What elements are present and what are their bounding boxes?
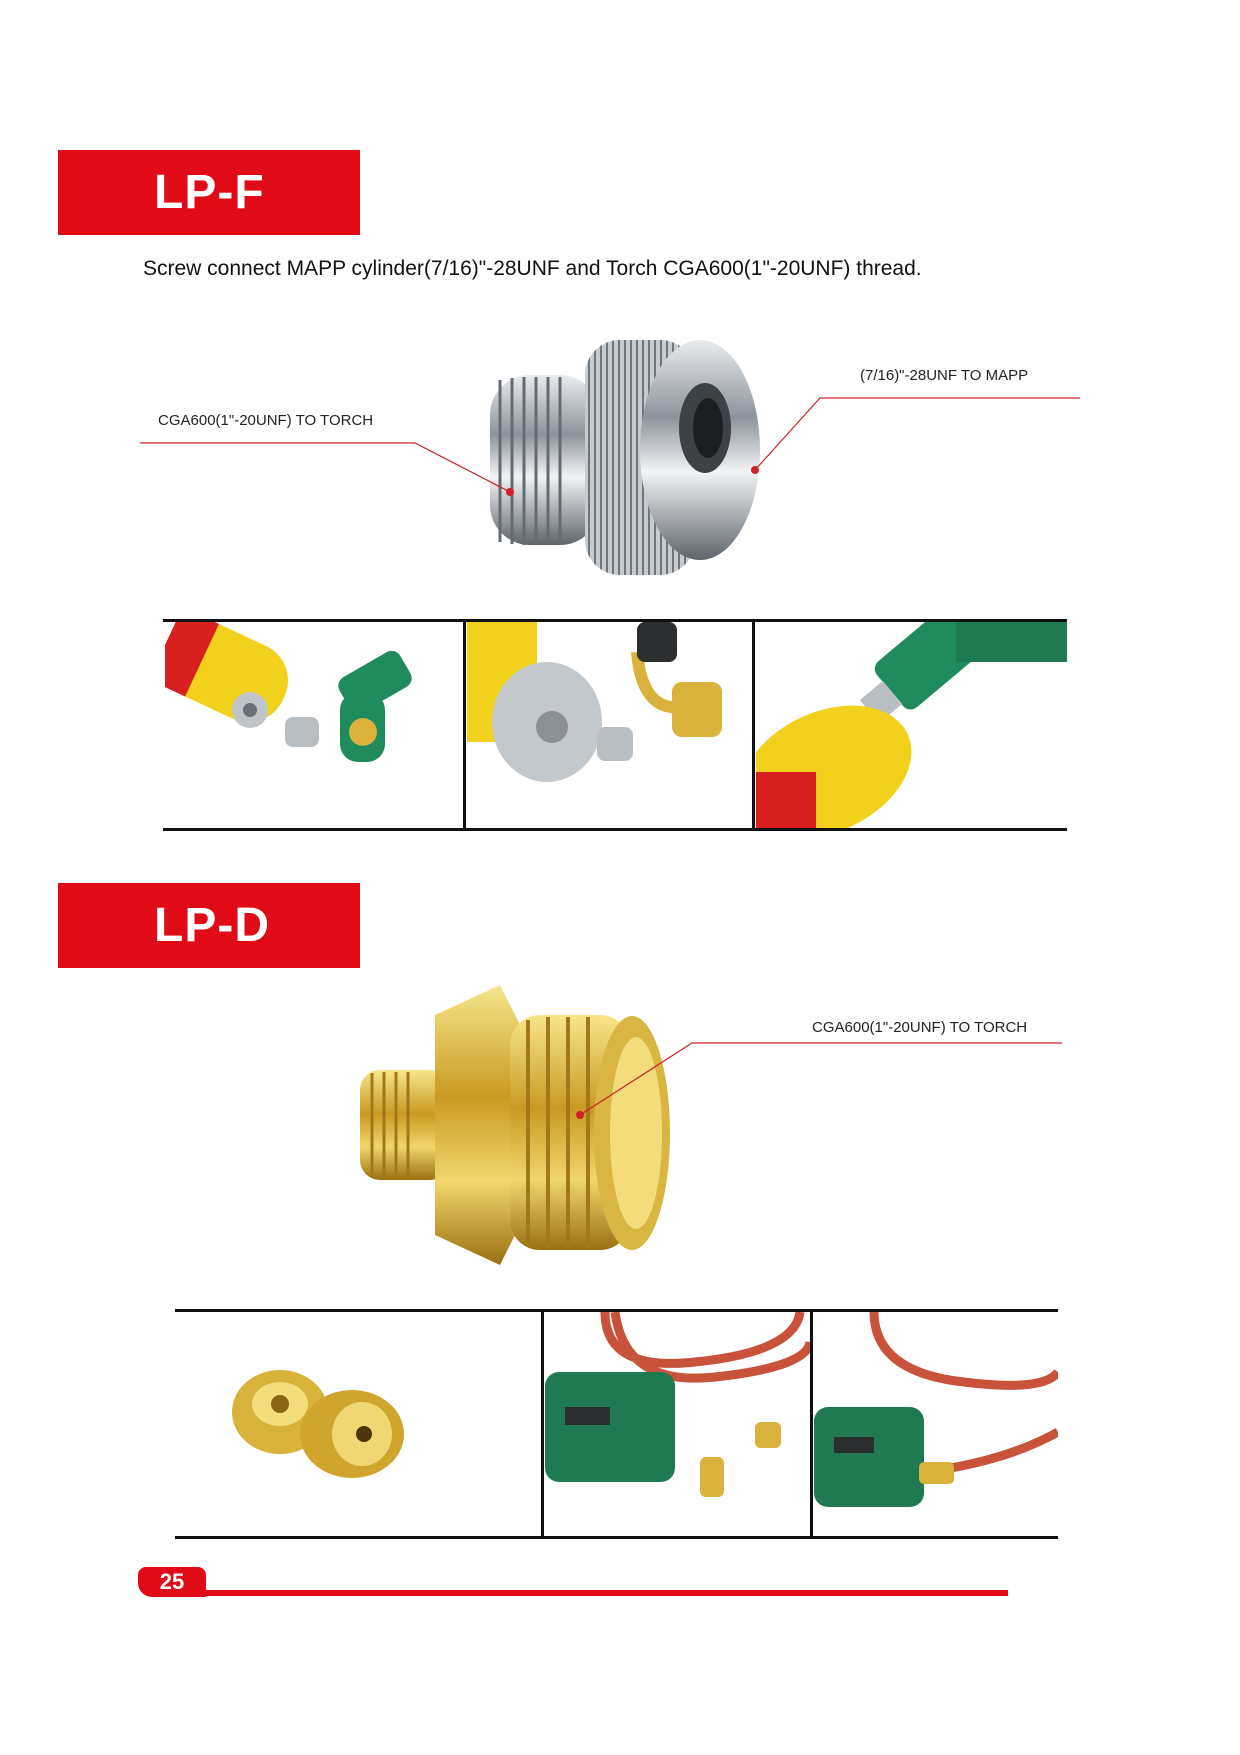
- lpd-photo-connected: [814, 1312, 1058, 1536]
- section-title-lpf-text: LP-F: [154, 166, 265, 219]
- lpf-callout-left: CGA600(1"-20UNF) TO TORCH: [158, 412, 374, 429]
- lpd-photo-two-adapters: [177, 1312, 541, 1536]
- lpf-description: Screw connect MAPP cylinder(7/16)"-28UNF and Torch CGA600(1"-20UNF) thread.: [143, 257, 922, 280]
- lpd-callout-right: CGA600(1"-20UNF) TO TORCH: [812, 1019, 1028, 1036]
- lpf-callout-right: (7/16)"-28UNF TO MAPP: [860, 367, 1029, 384]
- footer-red-rule: [200, 1590, 1008, 1596]
- lpd-photo-torch-hose: [545, 1312, 810, 1536]
- lpd-strip-bottom-line: [175, 1536, 1058, 1539]
- lpd-strip-divider-1: [541, 1309, 544, 1539]
- page-number: 25: [159, 1569, 185, 1594]
- page-number-badge: [138, 1567, 206, 1597]
- section-title-lpd-text: LP-D: [154, 899, 270, 952]
- lpd-strip-divider-2: [810, 1309, 813, 1539]
